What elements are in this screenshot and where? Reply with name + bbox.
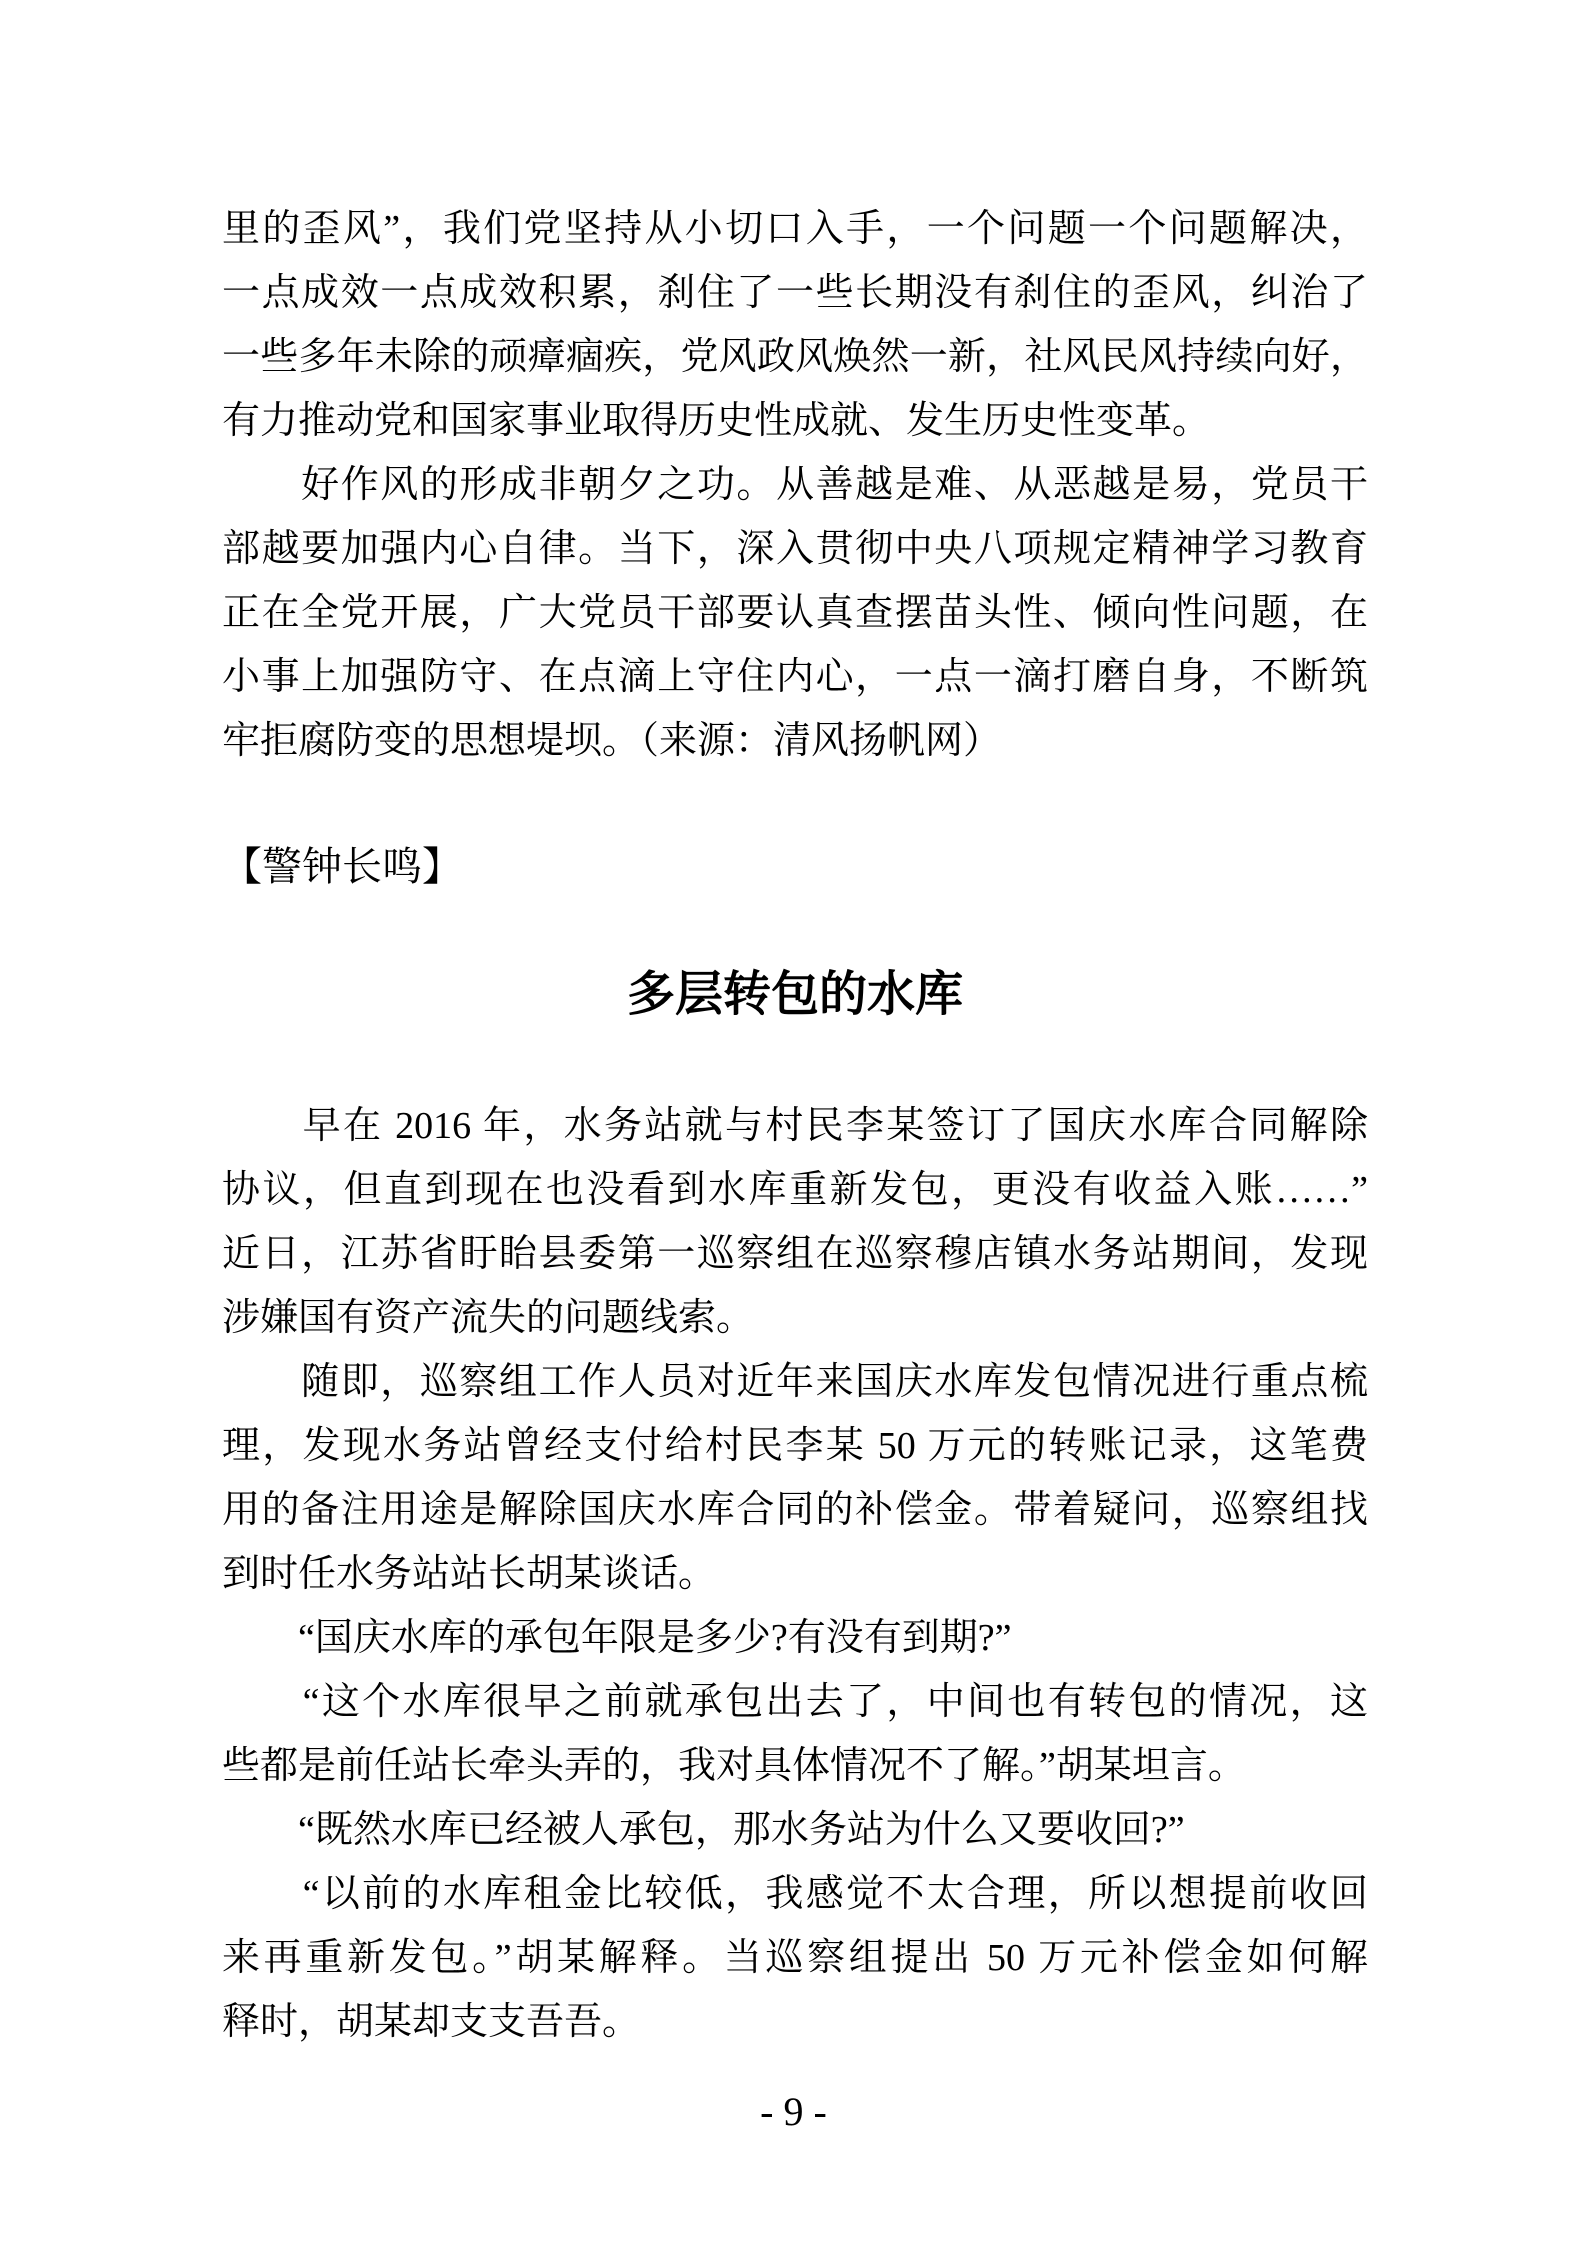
page-number: - 9 - — [760, 2089, 827, 2134]
text-line: 一些多年未除的顽瘴痼疾，党风政风焕然一新，社风民风持续向好， — [222, 336, 1368, 378]
text-line: 好作风的形成非朝夕之功。从善越是难、从恶越是易，党员干 — [222, 464, 1368, 506]
text-line: 有力推动党和国家事业取得历史性成就、发生历史性变革。 — [222, 400, 1211, 442]
paragraph — [222, 1670, 1368, 1798]
text-line: “以前的水库租金比较低，我感觉不太合理，所以想提前收回 — [222, 1873, 1368, 1915]
text-line: “这个水库很早之前就承包出去了，中间也有转包的情况，这 — [222, 1681, 1368, 1723]
text-line: 正在全党开展，广大党员干部要认真查摆苗头性、倾向性问题，在 — [222, 592, 1368, 634]
paragraph — [222, 1606, 1368, 1670]
paragraph — [222, 453, 1368, 773]
text-line: 些都是前任站长牵头弄的，我对具体情况不了解。”胡某坦言。 — [222, 1745, 1246, 1787]
article-title: 多层转包的水库 — [626, 968, 963, 1021]
text-line: 早在 2016 年，水务站就与村民李某签订了国庆水库合同解除 — [222, 1105, 1368, 1147]
text-line: 理，发现水务站曾经支付给村民李某 50 万元的转账记录，这笔费 — [222, 1425, 1368, 1467]
document-content — [222, 197, 1368, 2054]
paragraph — [222, 1862, 1368, 2054]
text-line: 协议，但直到现在也没看到水库重新发包，更没有收益入账……” — [222, 1169, 1368, 1211]
text-line: 一点成效一点成效积累，刹住了一些长期没有刹住的歪风，纠治了 — [222, 272, 1368, 314]
text-line: 部越要加强内心自律。当下，深入贯彻中央八项规定精神学习教育 — [222, 528, 1368, 570]
paragraph — [222, 1094, 1368, 1350]
text-line: 随即，巡察组工作人员对近年来国庆水库发包情况进行重点梳 — [222, 1361, 1368, 1403]
text-line: 牢拒腐防变的思想堤坝。（来源：清风扬帆网） — [222, 720, 1002, 762]
text-line: 用的备注用途是解除国庆水库合同的补偿金。带着疑问，巡察组找 — [222, 1489, 1368, 1531]
text-line: 小事上加强防守、在点滴上守住内心，一点一滴打磨自身，不断筑 — [222, 656, 1368, 698]
text-line: 来再重新发包。”胡某解释。当巡察组提出 50 万元补偿金如何解 — [222, 1937, 1368, 1979]
text-line: “国庆水库的承包年限是多少?有没有到期?” — [222, 1617, 1012, 1659]
paragraph — [222, 197, 1368, 453]
text-line: 近日，江苏省盱眙县委第一巡察组在巡察穆店镇水务站期间，发现 — [222, 1233, 1368, 1275]
section-header: 【警钟长鸣】 — [222, 844, 462, 889]
text-line: 释时，胡某却支支吾吾。 — [222, 2001, 641, 2043]
text-line: “既然水库已经被人承包，那水务站为什么又要收回?” — [222, 1809, 1185, 1851]
paragraph — [222, 1350, 1368, 1606]
paragraph — [222, 1798, 1368, 1862]
text-line: 涉嫌国有资产流失的问题线索。 — [222, 1297, 755, 1339]
text-line: 到时任水务站站长胡某谈话。 — [222, 1553, 717, 1595]
text-line: 里的歪风”，我们党坚持从小切口入手，一个问题一个问题解决， — [222, 208, 1368, 250]
